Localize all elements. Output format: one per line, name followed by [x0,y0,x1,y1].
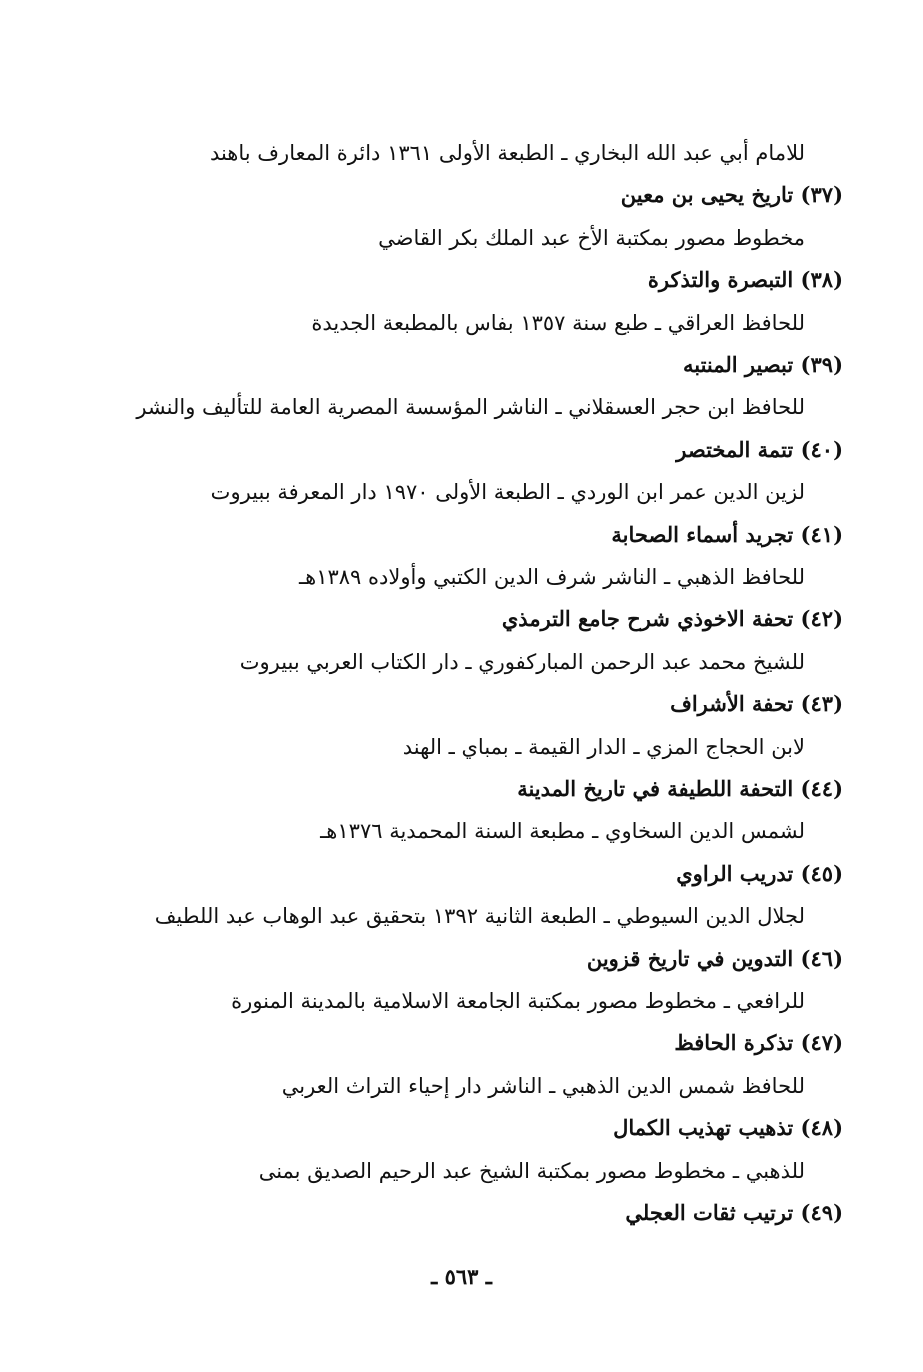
entry-details: للحافظ ابن حجر العسقلاني ـ الناشر المؤسسة المصرية العامة للتأليف والنشر [136,395,805,420]
entry-details: مخطوط مصور بمكتبة الأخ عبد الملك بكر القاضي [378,225,805,250]
entry-details: لزين الدين عمر ابن الوردي ـ الطبعة الأولى ١٩٧٠ دار المعرفة ببيروت [210,480,805,505]
entry-title: (٣٨) التبصرة والتذكرة [647,267,843,293]
entry-title: (٤٦) التدوين في تاريخ قزوين [586,945,843,971]
entry-title: (٤٢) تحفة الاخوذي شرح جامع الترمذي [501,606,843,632]
entry-title: (٤٣) تحفة الأشراف [670,691,843,717]
entry-title: (٤٠) تتمة المختصر [676,436,843,462]
entry-title: (٤٩) ترتيب ثقات العجلي [625,1200,843,1225]
entry-details: لجلال الدين السيوطي ـ الطبعة الثانية ١٣٩٢ بتحقيق عبد الوهاب عبد اللطيف [154,904,805,929]
entry-details: لشمس الدين السخاوي ـ مطبعة السنة المحمدية ١٣٧٦هـ [320,819,805,844]
entry-details: للحافظ الذهبي ـ الناشر شرف الدين الكتبي وأولاده ١٣٨٩هـ [298,565,805,589]
entry-details: للرافعي ـ مخطوط مصور بمكتبة الجامعة الاسلامية بالمدينة المنورة [231,989,805,1013]
entry-details: لابن الحجاج المزي ـ الدار القيمة ـ بمباي ـ الهند [402,734,805,759]
entry-details: للذهبي ـ مخطوط مصور بمكتبة الشيخ عبد الرحيم الصديق بمنى [258,1158,805,1183]
entry-details: للحافظ العراقي ـ طبع سنة ١٣٥٧ بفاس بالمطبعة الجديدة [311,310,805,335]
entry-title: (٣٧) تاريخ يحيى بن معين [620,182,843,208]
entry-title: (٤١) تجريد أسماء الصحابة [611,521,843,547]
entry-title: (٤٧) تذكرة الحافظ [674,1030,843,1056]
entry-title: (٣٩) تبصير المنتبه [682,352,843,377]
entry-details: للامام أبي عبد الله البخاري ـ الطبعة الأولى ١٣٦١ دائرة المعارف باهند [209,141,805,165]
entry-title: (٤٤) التحفة اللطيفة في تاريخ المدينة [517,776,843,801]
entry-details: للحافظ شمس الدين الذهبي ـ الناشر دار إحياء التراث العربي [281,1073,805,1098]
entry-title: (٤٥) تدريب الراوي [676,860,843,886]
page-number: ـ ٥٦٣ ـ [431,1264,492,1289]
entry-title: (٤٨) تذهيب تهذيب الكمال [613,1115,843,1141]
entry-details: للشيخ محمد عبد الرحمن المباركفوري ـ دار الكتاب العربي ببيروت [239,649,805,674]
